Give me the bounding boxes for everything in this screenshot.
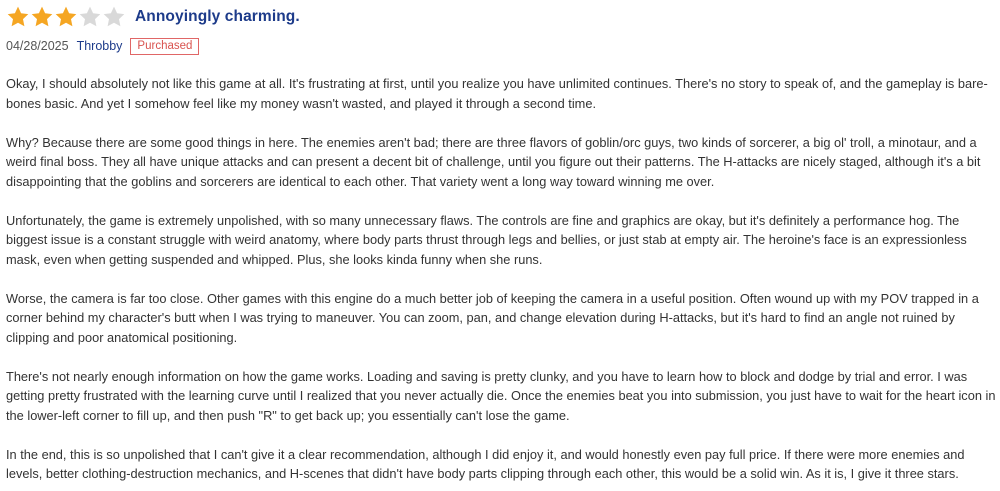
purchased-badge: Purchased (130, 38, 199, 55)
review-paragraph: In the end, this is so unpolished that I can't give it a clear recommendation, although I did enjoy it, and would honestly even pay full price. If there were more enemies and levels, better clothing-destruction mechanics, and H-scenes that didn't have body parts clipping through each other, this would be a solid win. As it is, I give it three stars. (6, 446, 965, 481)
star-filled-icon (6, 5, 30, 29)
review-date: 04/28/2025 (6, 39, 69, 53)
star-empty-icon (102, 5, 126, 29)
review-title: Annoyingly charming. (135, 8, 300, 25)
review-paragraph: Why? Because there are some good things in here. The enemies aren't bad; there are three flavors of goblin/orc guys, two kinds of sorcerer, a big ol' troll, a minotaur, and a weird final boss. They all have unique attacks and can present a decent bit of challenge, until you figure out their patterns. The H-attacks are nicely staged, although it's a bit disappointing that the goblins and sorcerers are identical to each other. That variety went a long way toward winning me over. (6, 134, 981, 189)
review-paragraph: Worse, the camera is far too close. Other games with this engine do a much better job of keeping the camera in a useful position. Often wound up with my POV trapped in a corner behind my character's butt when I was trying to maneuver. You can zoom, pan, and change elevation during H-attacks, but it's hard to find an angle not ruined by clipping and poor anatomical positioning. (6, 290, 979, 345)
review-paragraph: Okay, I should absolutely not like this game at all. It's frustrating at first, until you realize you have unlimited continues. There's no story to speak of, and the gameplay is bare-bones basic. And yet I somehow feel like my money wasn't wasted, and played it through a second time. (6, 76, 988, 111)
review-paragraph: Unfortunately, the game is extremely unpolished, with so many unnecessary flaws. The controls are fine and graphics are okay, but it's definitely a performance hog. The biggest issue is a constant struggle with weird anatomy, where body parts thrust through legs and bellies, or just stab at empty air. The heroine's face is an expressionless mask, even when getting suspended and whipped. Plus, she looks kinda funny when she runs. (6, 212, 967, 267)
review-paragraph: There's not nearly enough information on how the game works. Loading and saving is pretty clunky, and you have to learn how to block and dodge by trial and error. I was getting pretty frustrated with the learning curve until I realized that you never actually die. Once the enemies beat you into submission, you just have to wait for the heart icon in the lower-left corner to fill up, and then push "R" to get back up; you essentially can't lose the game. (6, 368, 996, 423)
review-card (6, 0, 996, 484)
star-filled-icon (54, 5, 78, 29)
review-body (6, 74, 996, 484)
review-header (6, 0, 996, 34)
star-empty-icon (78, 5, 102, 29)
star-rating (6, 5, 126, 29)
review-meta (6, 36, 996, 56)
reviewer-name-link[interactable]: Throbby (76, 39, 123, 53)
star-filled-icon (30, 5, 54, 29)
